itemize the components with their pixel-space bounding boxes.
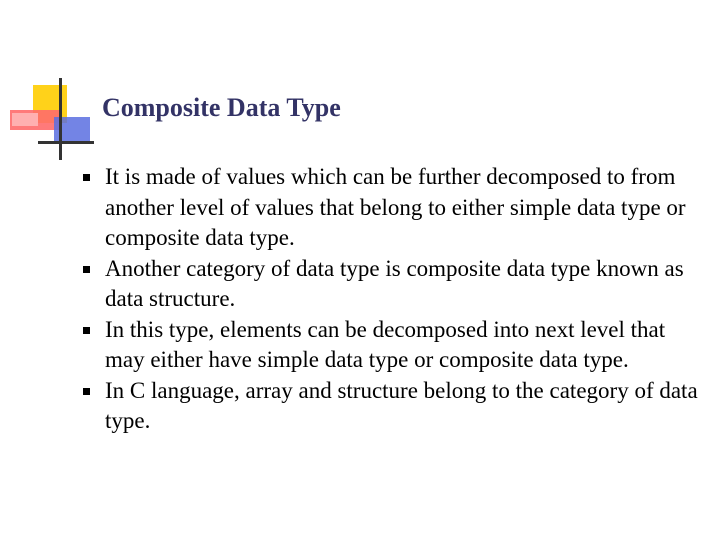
slide-title: Composite Data Type: [102, 93, 341, 122]
square-bullet-icon: [83, 388, 90, 395]
bullet-text: Another category of data type is composite data type known as data structure.: [105, 255, 684, 311]
square-bullet-icon: [83, 327, 90, 334]
bullet-text: In C language, array and structure belong to the category of data type.: [105, 377, 698, 433]
bullet-list: [80, 162, 700, 437]
square-bullet-icon: [83, 266, 90, 273]
square-bullet-icon: [83, 174, 90, 181]
logo-pink-bar: [12, 113, 38, 126]
bullet-text: In this type, elements can be decomposed into next level that may either have simple data type or composite data type.: [105, 316, 666, 372]
bullet-item: [80, 376, 700, 437]
bullet-item: [80, 254, 700, 315]
bullet-text: It is made of values which can be further decomposed to from another level of values that belong to either simple data type or composite data type.: [105, 164, 686, 250]
logo-horizontal-line: [38, 141, 94, 144]
bullet-item: [80, 315, 700, 376]
logo-vertical-line: [59, 78, 62, 160]
bullet-item: [80, 162, 700, 254]
